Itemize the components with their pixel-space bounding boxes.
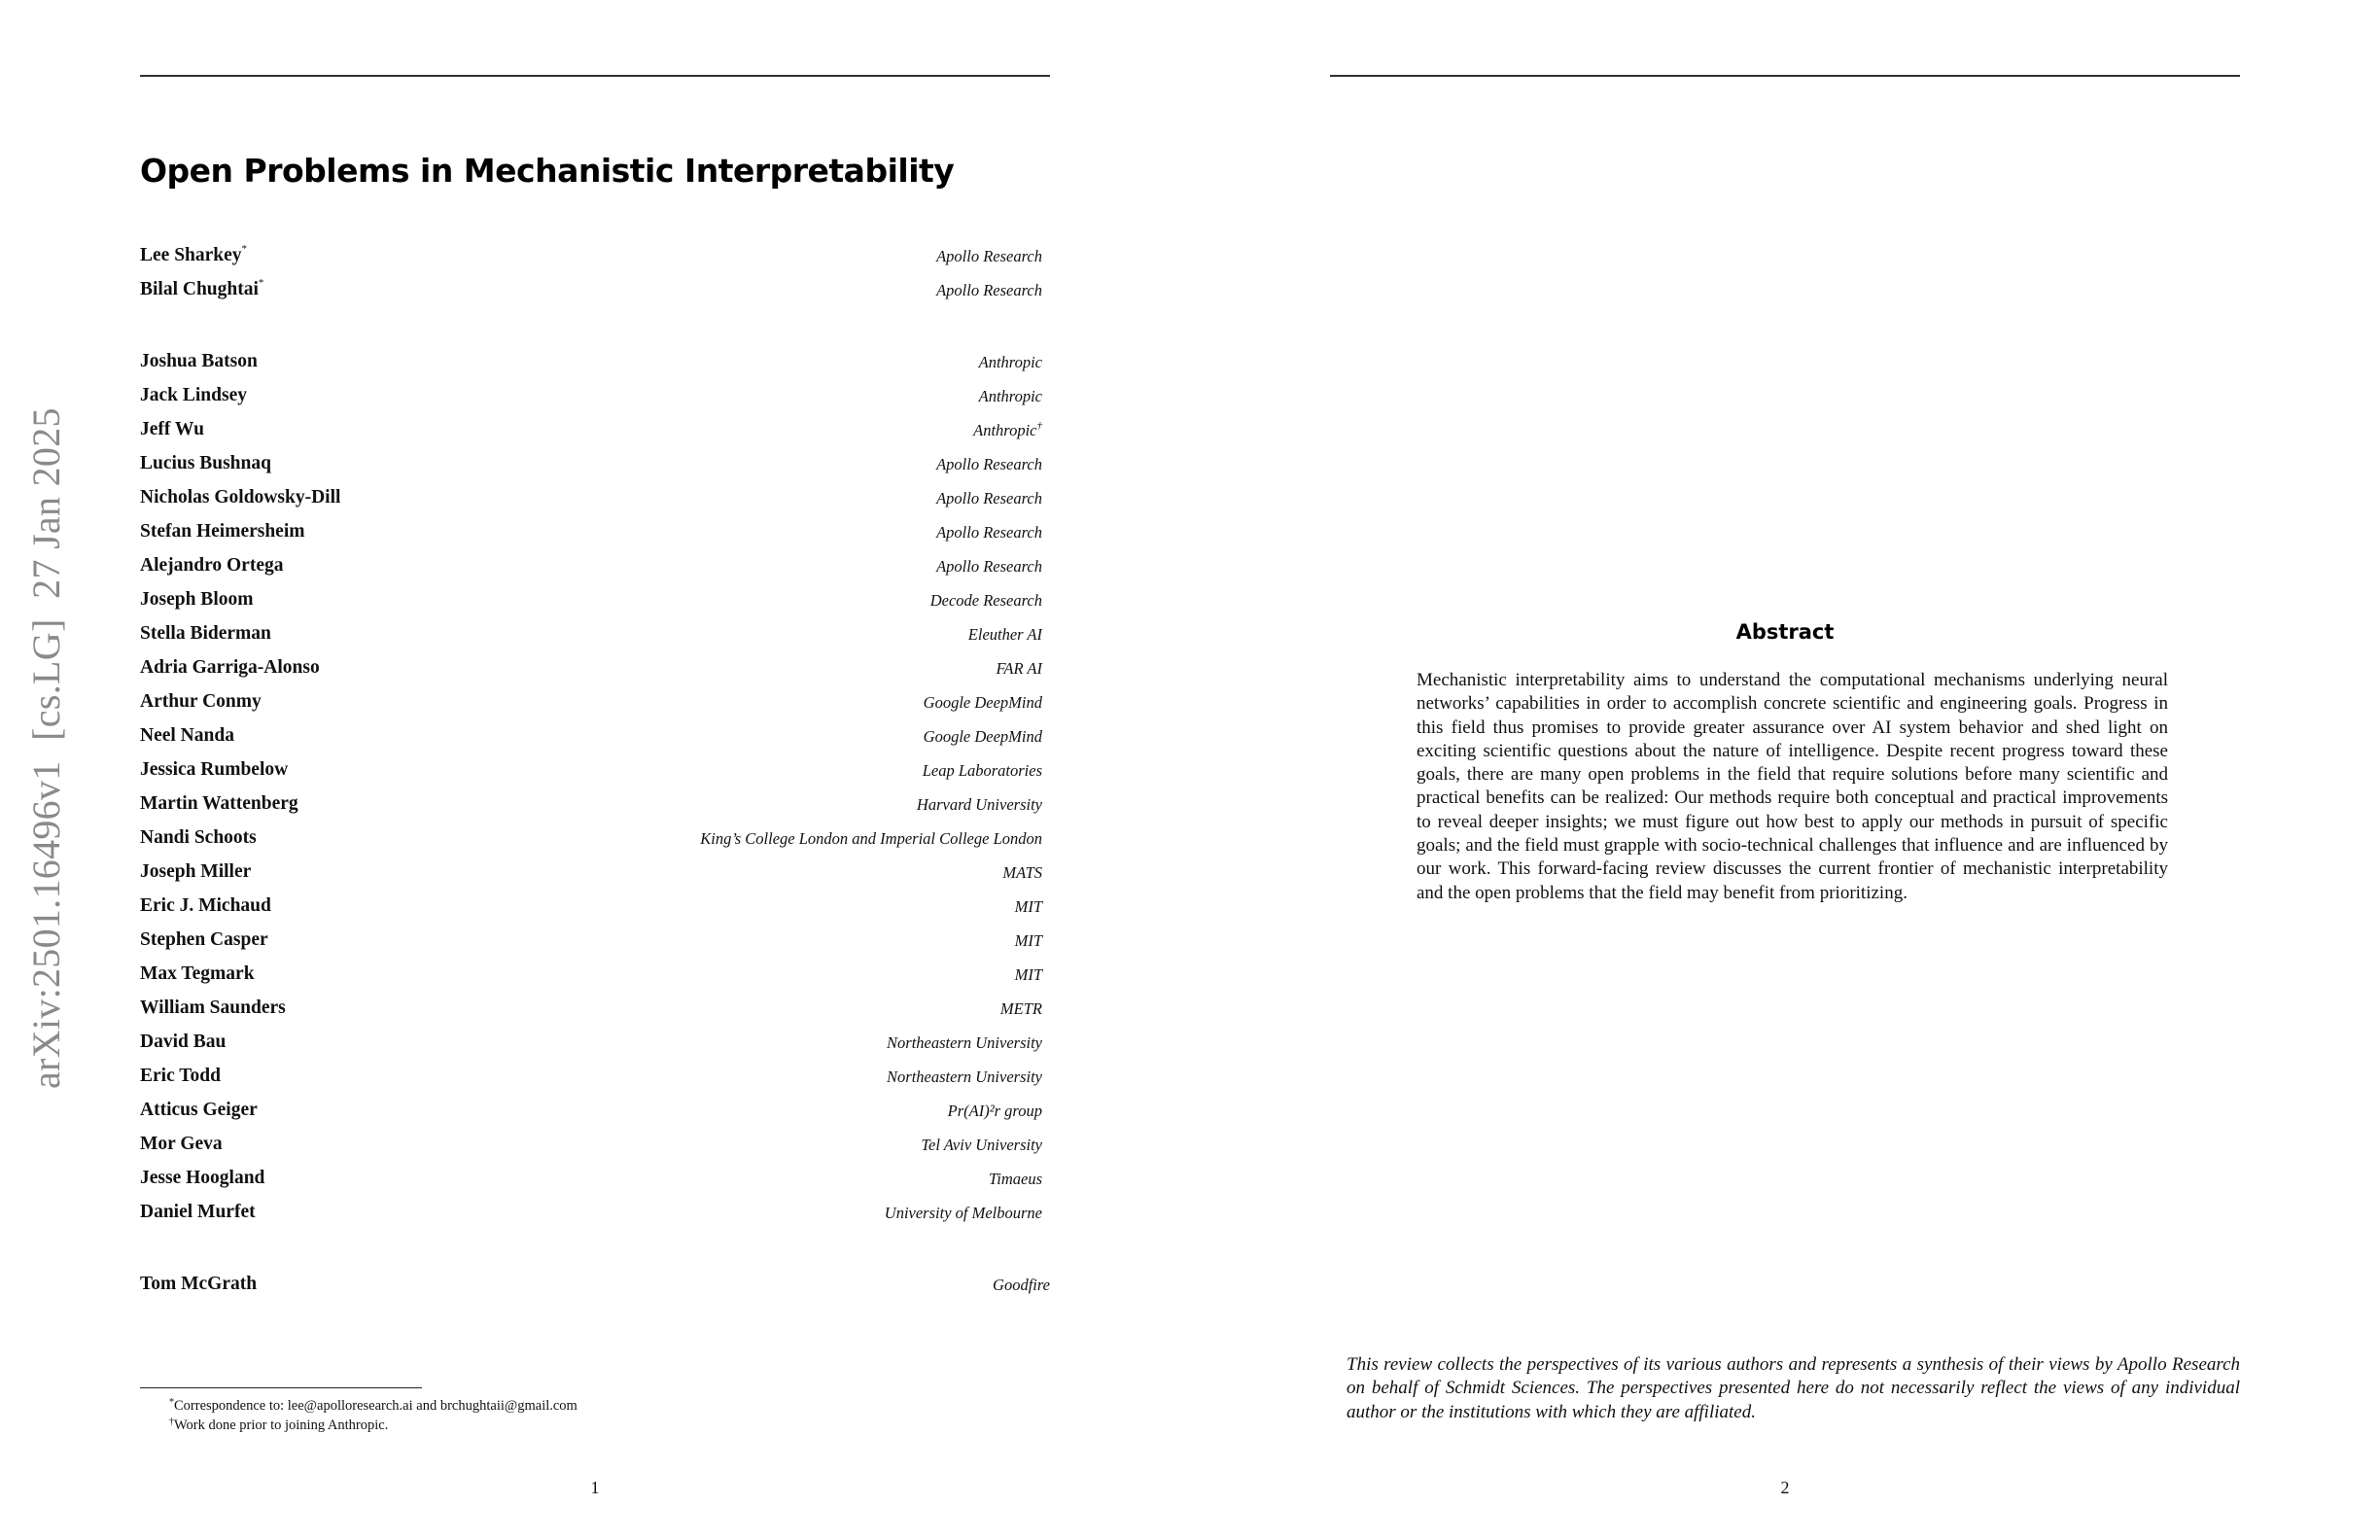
author-name — [140, 828, 257, 848]
paper-title: Open Problems in Mechanistic Interpretability — [140, 152, 955, 190]
author-name — [140, 276, 264, 299]
footnote-mark: † — [1036, 419, 1042, 432]
footnote-mark: * — [169, 1397, 174, 1408]
affiliation-text: Timaeus — [988, 1169, 1042, 1188]
author-row — [140, 1124, 1050, 1153]
author-name — [140, 386, 247, 405]
affiliation-text: Apollo Research — [936, 246, 1042, 265]
affiliation-text: MIT — [1014, 964, 1042, 984]
affiliation-text: King’s College London and Imperial College London — [700, 828, 1042, 848]
author-name-text: Joseph Miller — [140, 860, 252, 882]
author-name — [140, 1032, 226, 1052]
author-name — [140, 896, 271, 916]
author-name — [140, 964, 255, 984]
author-affiliation — [923, 726, 1042, 746]
author-affiliation — [923, 692, 1042, 712]
author-name-text: Stella Biderman — [140, 622, 271, 644]
author-name — [140, 624, 271, 644]
page-number: 1 — [590, 1478, 600, 1497]
author-name — [140, 420, 204, 439]
author-name-text: Jack Lindsey — [140, 384, 247, 405]
author-name-text: Eric Todd — [140, 1065, 221, 1086]
affiliation-text: Google DeepMind — [923, 726, 1042, 746]
author-row — [140, 716, 1050, 745]
affiliation-text: Anthropic — [973, 420, 1037, 439]
author-row — [140, 235, 1050, 264]
author-affiliation — [988, 1169, 1042, 1188]
author-name — [140, 242, 248, 265]
footnote-text: Correspondence to: lee@apolloresearch.ai and brchughtaii@gmail.com — [174, 1398, 578, 1414]
page-2 — [1330, 0, 2240, 1540]
author-affiliation — [996, 658, 1042, 678]
author-row — [140, 341, 1050, 370]
author-affiliation — [936, 488, 1042, 508]
affiliation-text: Decode Research — [929, 590, 1042, 610]
author-name — [140, 794, 298, 814]
author-row — [140, 375, 1050, 404]
affiliation-text: MATS — [1002, 862, 1042, 882]
author-name — [140, 1169, 264, 1188]
author-name-text: Adria Garriga-Alonso — [140, 656, 320, 678]
author-row — [140, 920, 1050, 949]
author-affiliation — [967, 624, 1042, 644]
author-affiliation — [887, 1069, 1042, 1086]
author-name-text: Neel Nanda — [140, 724, 234, 746]
author-name — [140, 998, 286, 1018]
author-row — [140, 1158, 1050, 1187]
author-name-text: Bilal Chughtai — [140, 278, 259, 299]
author-affiliation — [921, 1135, 1042, 1154]
author-row — [140, 409, 1050, 438]
author-row — [140, 579, 1050, 609]
author-row — [140, 988, 1050, 1017]
author-row — [140, 1264, 1050, 1293]
affiliation-text: Goodfire — [993, 1275, 1050, 1294]
author-affiliation — [1014, 896, 1042, 916]
author-name — [140, 930, 268, 950]
page-number: 2 — [1780, 1478, 1790, 1497]
author-row — [140, 886, 1050, 915]
author-row — [140, 269, 1050, 298]
author-name-text: Stefan Heimersheim — [140, 520, 305, 542]
author-affiliation — [887, 1032, 1042, 1052]
author-row — [140, 511, 1050, 541]
author-name-text: Tom McGrath — [140, 1273, 258, 1294]
author-affiliation — [1014, 964, 1042, 984]
affiliation-text: Apollo Research — [936, 280, 1042, 299]
author-name — [140, 692, 262, 712]
author-name — [140, 522, 305, 542]
affiliation-text: Northeastern University — [887, 1067, 1042, 1086]
author-name-text: David Bau — [140, 1031, 227, 1052]
footnote-mark: * — [241, 242, 248, 255]
top-rule — [140, 75, 1050, 77]
author-affiliation — [929, 590, 1042, 610]
author-row — [140, 784, 1050, 813]
author-name-text: Joshua Batson — [140, 350, 258, 371]
author-affiliation — [978, 386, 1042, 405]
author-name — [140, 726, 234, 746]
author-name — [140, 1101, 258, 1120]
affiliation-text: MIT — [1014, 896, 1042, 916]
author-name-text: Martin Wattenberg — [140, 792, 298, 814]
author-name-text: Mor Geva — [140, 1133, 223, 1154]
author-name-text: William Saunders — [140, 997, 286, 1018]
author-row — [140, 1022, 1050, 1051]
affiliation-text: MIT — [1014, 930, 1042, 950]
author-row — [140, 682, 1050, 711]
author-name-text: Alejandro Ortega — [140, 554, 284, 576]
author-name — [140, 1067, 221, 1086]
author-row — [140, 443, 1050, 472]
affiliation-text: Google DeepMind — [923, 692, 1042, 712]
author-name — [140, 760, 288, 780]
affiliation-text: Pr(AI)²r group — [947, 1101, 1042, 1120]
author-affiliation — [936, 522, 1042, 542]
affiliation-text: FAR AI — [996, 658, 1042, 678]
author-affiliation — [936, 454, 1042, 473]
author-name — [140, 862, 251, 882]
affiliation-text: METR — [999, 998, 1042, 1018]
author-name — [140, 1203, 256, 1222]
author-name-text: Eric J. Michaud — [140, 894, 271, 916]
review-disclaimer: This review collects the perspectives of its various authors and represents a synthesis of their views by Apollo Research on behalf of Schmidt Sciences. The perspectives presented here do not necessarily reflect the views of any individual author or the institutions with which they are affiliated. — [1347, 1354, 2240, 1422]
affiliation-text: Apollo Research — [936, 454, 1042, 473]
author-name — [140, 658, 320, 678]
author-name-text: Nicholas Goldowsky-Dill — [140, 486, 341, 508]
author-name-text: Lee Sharkey — [140, 244, 242, 265]
author-affiliation — [1002, 862, 1042, 882]
author-row — [140, 750, 1050, 779]
arxiv-side-label: arXiv:2501.16496v1 [cs.LG] 27 Jan 2025 — [24, 407, 68, 1089]
author-row — [140, 1192, 1050, 1221]
footnote-mark: † — [169, 1417, 174, 1427]
footnote-mark: * — [258, 276, 264, 289]
author-affiliation — [948, 1103, 1042, 1120]
author-name — [140, 590, 253, 610]
author-name — [140, 454, 271, 473]
abstract-heading: Abstract — [1735, 620, 1835, 644]
author-affiliation — [922, 760, 1042, 780]
author-affiliation — [936, 556, 1042, 576]
author-row — [140, 852, 1050, 881]
author-name — [140, 1135, 223, 1154]
author-name — [140, 488, 340, 508]
author-affiliation — [884, 1203, 1042, 1222]
author-name-text: Lucius Bushnaq — [140, 452, 271, 473]
top-rule — [1330, 75, 2240, 77]
affiliation-text: Tel Aviv University — [921, 1135, 1042, 1154]
author-affiliation — [916, 794, 1042, 814]
author-name-text: Daniel Murfet — [140, 1201, 256, 1222]
author-row — [140, 613, 1050, 643]
author-row — [140, 648, 1050, 677]
author-row — [140, 1090, 1050, 1119]
affiliation-text: Leap Laboratories — [922, 760, 1042, 780]
affiliation-text: University of Melbourne — [884, 1203, 1042, 1222]
author-row — [140, 818, 1050, 847]
author-name — [140, 352, 258, 371]
author-name-text: Jesse Hoogland — [140, 1167, 265, 1188]
footnote-rule — [140, 1387, 422, 1388]
page-1 — [140, 0, 1050, 1540]
author-name-text: Atticus Geiger — [140, 1099, 258, 1120]
affiliation-text: Apollo Research — [936, 488, 1042, 508]
affiliation-text: Apollo Research — [936, 556, 1042, 576]
author-name — [140, 556, 284, 576]
affiliation-text: Apollo Research — [936, 522, 1042, 542]
author-name-text: Jeff Wu — [140, 418, 204, 439]
author-affiliation — [1014, 930, 1042, 950]
author-affiliation — [973, 419, 1042, 439]
affiliation-text: Harvard University — [916, 794, 1042, 814]
author-affiliation — [936, 280, 1042, 299]
author-row — [140, 477, 1050, 507]
affiliation-text: Anthropic — [978, 352, 1042, 371]
author-affiliation — [978, 352, 1042, 371]
author-name-text: Arthur Conmy — [140, 690, 262, 712]
affiliation-text: Eleuther AI — [967, 624, 1042, 644]
author-name-text: Nandi Schoots — [140, 826, 257, 848]
author-affiliation — [993, 1275, 1050, 1294]
author-row — [140, 545, 1050, 575]
author-row — [140, 1056, 1050, 1085]
affiliation-text: Northeastern University — [887, 1032, 1042, 1052]
author-affiliation — [700, 828, 1042, 848]
abstract-body: Mechanistic interpretability aims to understand the computational mechanisms underlying neural networks’ capabilities in order to accomplish concrete scientific and engineering goals. Progress in this field thus promises to provide greater assurance over AI system behavior and shed light on exciting scientific questions about the nature of intelligence. Despite recent progress toward these goals, there are many open problems in the field that require solutions before many scientific and practical benefits can be realized: Our methods require both conceptual and practical improvements to reveal deeper insights; we must figure out how best to apply our methods in pursuit of specific goals; and the field must grapple with socio-technical challenges that influence and are influenced by our work. This forward-facing review discusses the current frontier of mechanistic interpretability and the open problems that the field may benefit from prioritizing. — [1417, 670, 2168, 903]
author-row — [140, 954, 1050, 983]
footnote-anthropic — [169, 1418, 388, 1433]
author-name-text: Max Tegmark — [140, 962, 255, 984]
author-affiliation — [999, 998, 1042, 1018]
author-name — [140, 1275, 257, 1294]
footnote-text: Work done prior to joining Anthropic. — [174, 1418, 389, 1433]
author-name-text: Stephen Casper — [140, 928, 268, 950]
author-name-text: Joseph Bloom — [140, 588, 254, 610]
author-affiliation — [936, 246, 1042, 265]
affiliation-text: Anthropic — [978, 386, 1042, 405]
footnote-correspondence — [169, 1399, 578, 1414]
author-name-text: Jessica Rumbelow — [140, 758, 289, 780]
